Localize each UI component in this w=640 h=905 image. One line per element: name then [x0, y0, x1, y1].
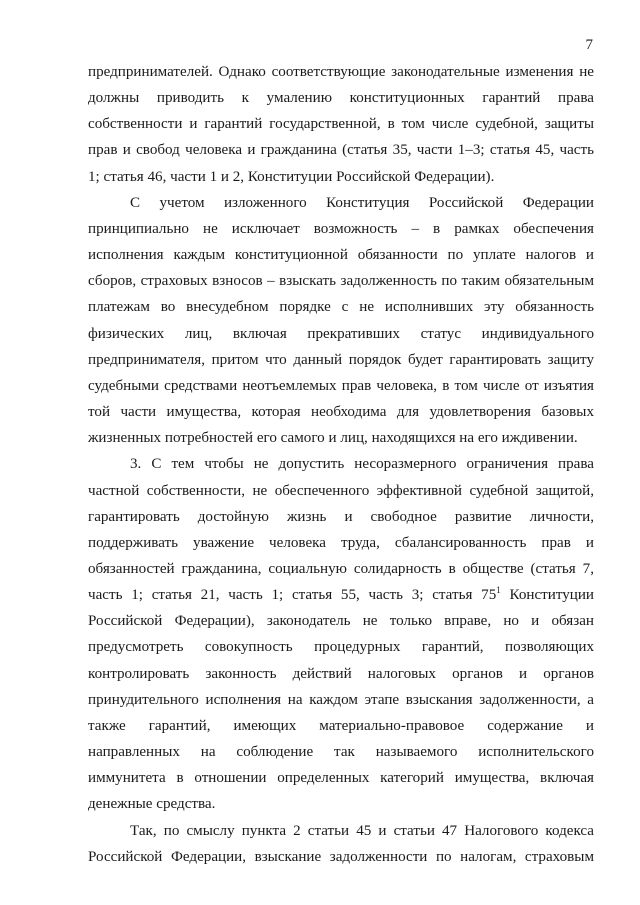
text-line: частной собственности, не обеспеченного эффективной судебной защитой, [88, 482, 594, 499]
text-line: предпринимателя, притом что данный порядок будет гарантировать защиту [88, 351, 594, 368]
paragraph-2 [88, 190, 594, 452]
page-number: 7 [585, 37, 593, 53]
paragraph-1 [88, 59, 594, 190]
document-body [88, 59, 594, 870]
text-line: Так, по смыслу пункта 2 статьи 45 и статьи 47 Налогового кодекса [130, 822, 594, 839]
text-line: Российской Федерации, взыскание задолженности по налогам, страховым [88, 848, 594, 865]
text-line: принудительного исполнения на каждом этапе взыскания задолженности, а [88, 691, 594, 708]
text-line: предпринимателей. Однако соответствующие законодательные изменения не [88, 64, 594, 80]
paragraph-3 [88, 451, 594, 817]
text-line: принципиально не исключает возможность – в рамках обеспечения [88, 220, 594, 237]
text-line: предусмотреть совокупность процедурных гарантий, позволяющих [88, 639, 594, 656]
text-line: иммунитета в отношении определенных категорий имущества, включая [88, 770, 594, 787]
text-line: физических лиц, включая прекративших статус индивидуального [88, 325, 594, 342]
text-line: прав и свобод человека и гражданина (статья 35, части 1–3; статья 45, часть [88, 142, 594, 159]
text-line: также гарантий, имеющих материально-правовое содержание и [88, 717, 594, 734]
text-line: 3. С тем чтобы не допустить несоразмерного ограничения права [130, 456, 594, 473]
text-line: должны приводить к умалению конституционных гарантий права [88, 90, 594, 107]
text-line: той части имущества, которая необходима для удовлетворения базовых [88, 404, 594, 421]
text-line: сборов, страховых взносов – взыскать задолженность по таким обязательным [88, 273, 594, 290]
text-line-with-footnote [88, 582, 594, 608]
text-line: платежам во внесудебном порядке с не исполнивших эту обязанность [88, 299, 594, 316]
text-line: направленных на соблюдение так называемого исполнительского [88, 744, 594, 761]
superscript: 1 [496, 585, 501, 596]
text-line: контролировать законность действий налоговых органов и органов [88, 665, 594, 682]
text-line: С учетом изложенного Конституция Российской Федерации [130, 194, 594, 211]
text-line: собственности и гарантий государственной, в том числе судебной, защиты [88, 116, 594, 133]
text-line: 1; статья 46, части 1 и 2, Конституции Российской Федерации). [88, 168, 495, 185]
line-tail: Конституции [500, 587, 594, 604]
text-line: поддерживать уважение человека труда, сбалансированность прав и [88, 534, 594, 551]
text-line: денежные средства. [88, 796, 216, 813]
text-line: Российской Федерации), законодатель не только вправе, но и обязан [88, 613, 594, 630]
text-line: исполнения каждым конституционной обязанности по уплате налогов и [88, 247, 594, 264]
line-text: часть 1; статья 21, часть 1; статья 55, часть 3; статья 75 [88, 587, 497, 604]
paragraph-4 [88, 818, 594, 870]
text-line: гарантировать достойную жизнь и свободное развитие личности, [88, 508, 594, 525]
text-line: обязанностей гражданина, социальную солидарность в обществе (статья 7, [88, 560, 594, 577]
text-line: судебными средствами неотъемлемых прав человека, в том числе от изъятия [88, 377, 594, 394]
text-line: жизненных потребностей его самого и лиц, находящихся на его иждивении. [88, 430, 578, 447]
